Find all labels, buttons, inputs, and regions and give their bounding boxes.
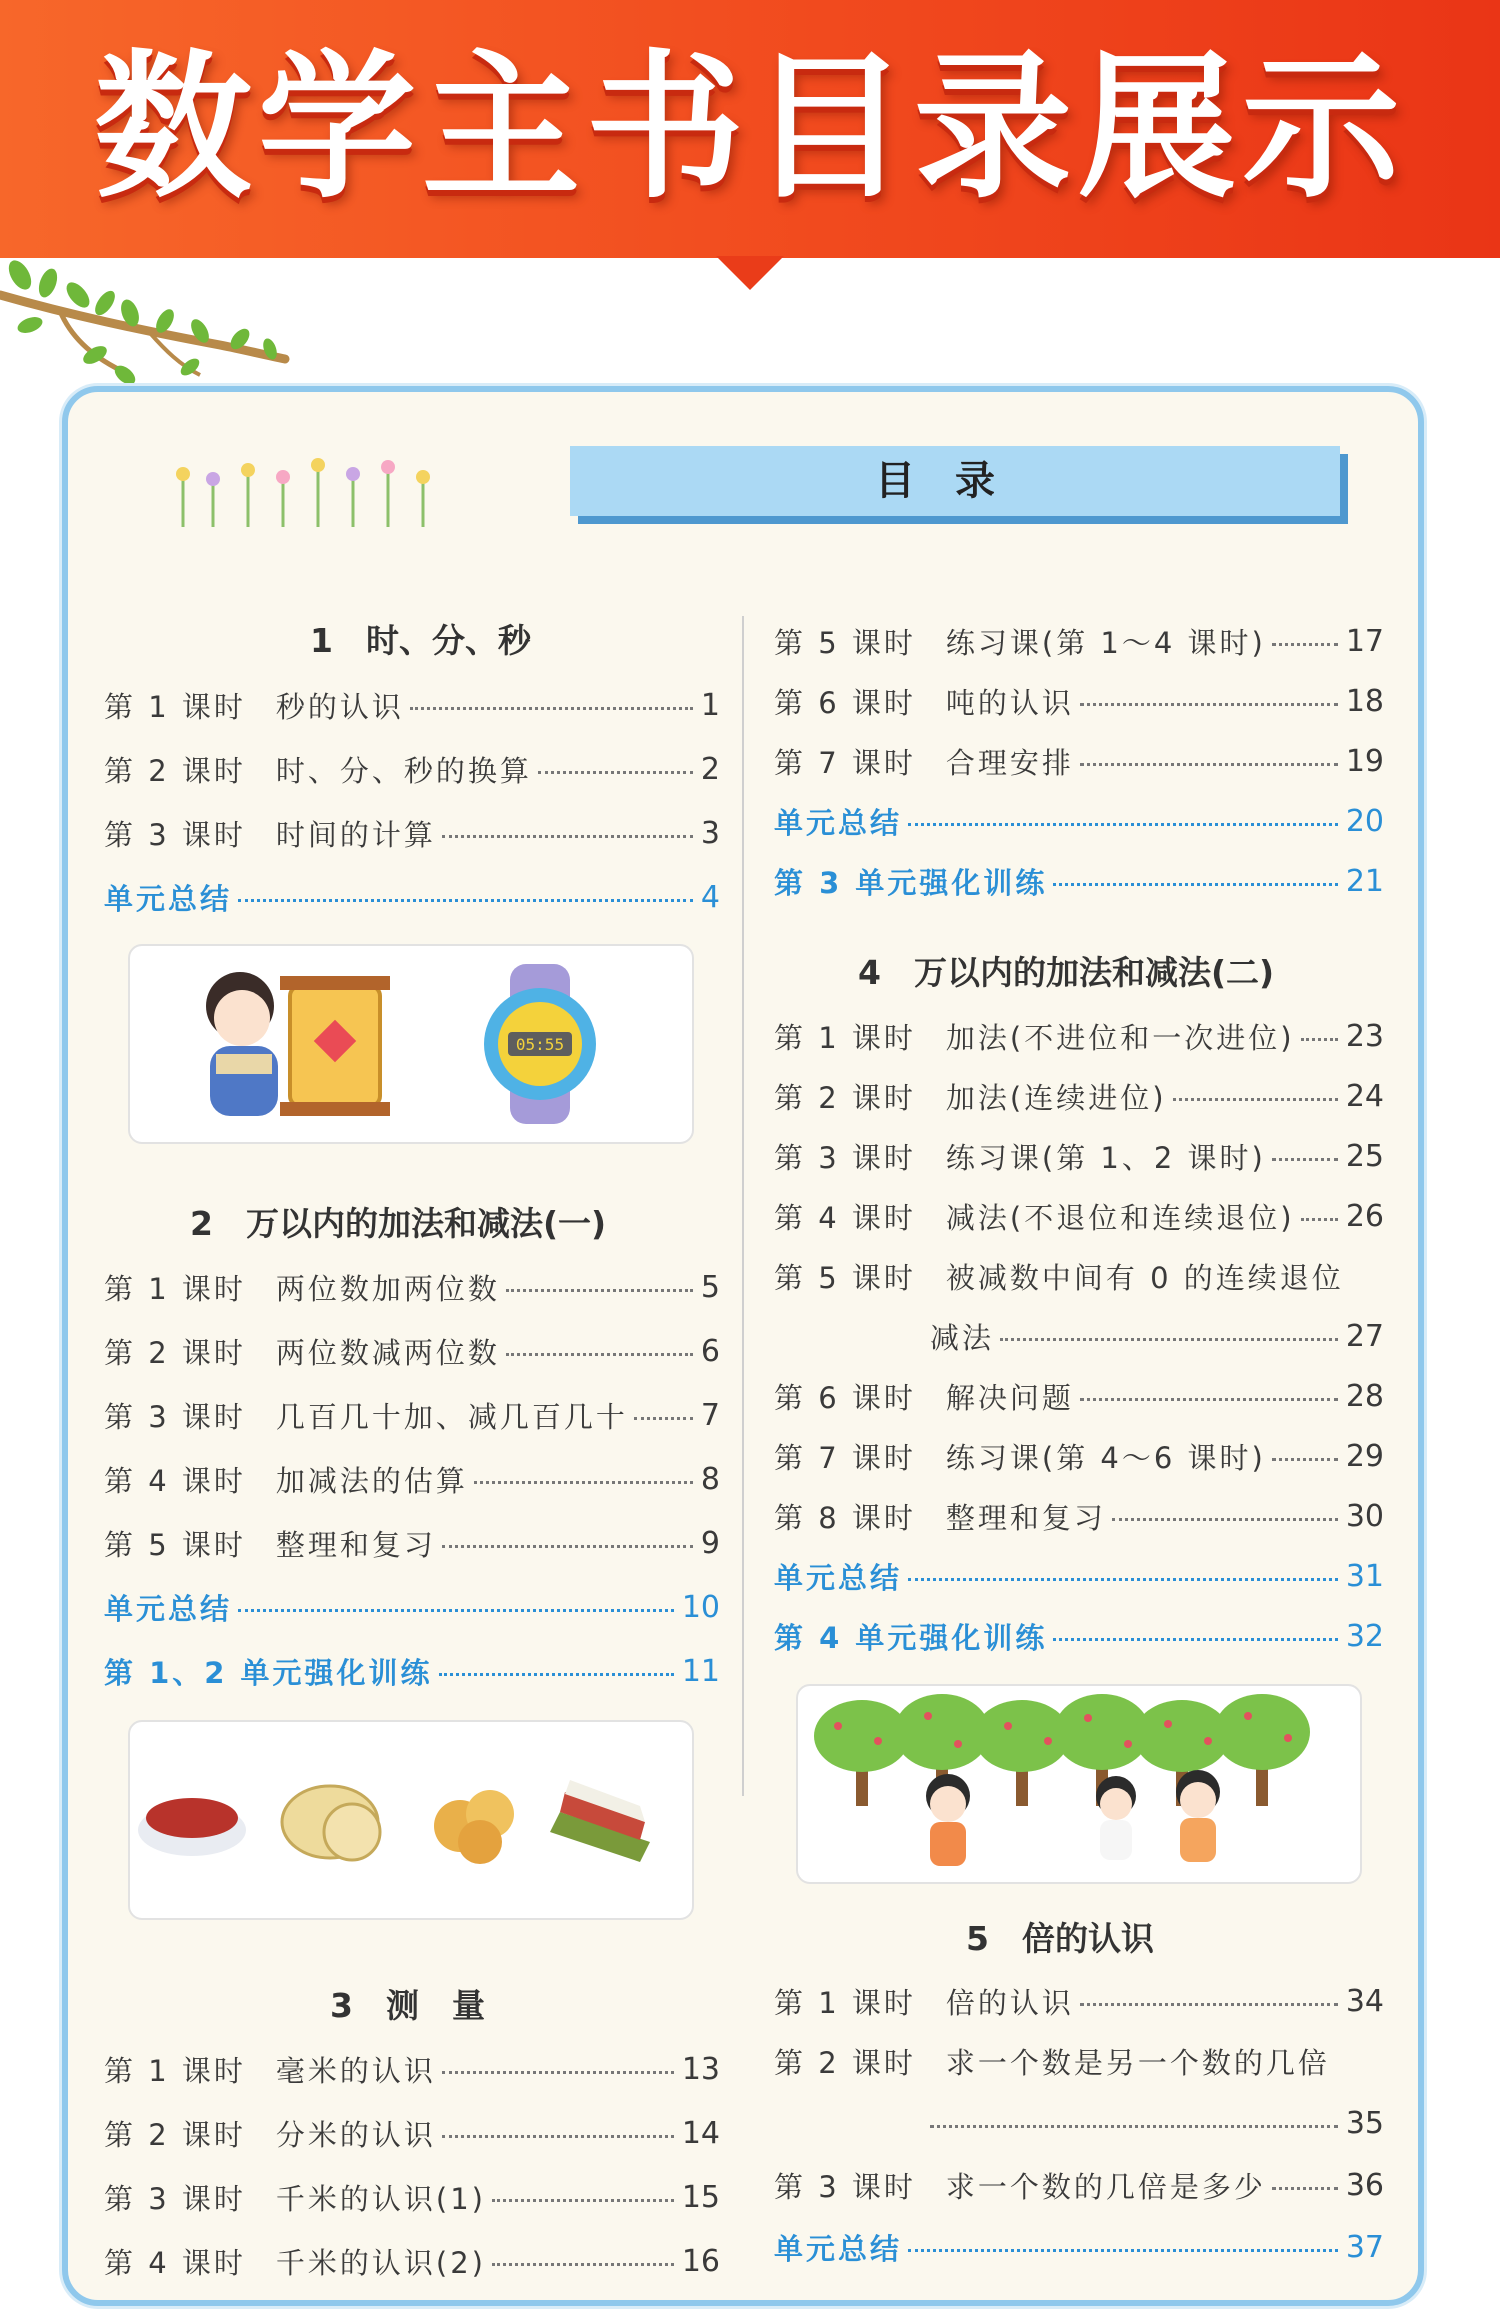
unit-title: 5 倍的认识 — [966, 1919, 1154, 1958]
page-number: 25 — [1345, 1138, 1384, 1174]
leader-dots — [506, 1353, 693, 1356]
toc-entry-line1[interactable] — [774, 1252, 1384, 1300]
unit-title: 1 时、分、秒 — [310, 621, 531, 660]
column-divider — [742, 616, 744, 1796]
page-number: 29 — [1345, 1438, 1384, 1474]
leader-dots — [442, 1545, 693, 1548]
leader-dots — [1272, 1458, 1338, 1461]
leader-dots — [1272, 643, 1338, 646]
lesson-title: 解决问题 — [945, 1380, 1074, 1415]
lesson-number: 第 3 课时 — [774, 2169, 916, 2204]
lesson-title: 练习课(第 4～6 课时) — [945, 1440, 1266, 1475]
page-number: 15 — [681, 2179, 720, 2215]
lesson-title: 千米的认识(1) — [275, 2181, 486, 2216]
trees-kids-image — [798, 1686, 1360, 1882]
toc-entry[interactable] — [104, 2173, 720, 2221]
page-number: 31 — [1345, 1558, 1384, 1594]
leader-dots — [1080, 763, 1338, 766]
toc-entry[interactable] — [774, 737, 1384, 785]
toc-entry[interactable] — [774, 1072, 1384, 1120]
leader-dots — [506, 1289, 693, 1292]
page-number: 17 — [1345, 623, 1384, 659]
entry-title: 单元总结 — [104, 881, 233, 916]
leader-dots — [1112, 1518, 1338, 1521]
lesson-title: 几百几十加、减几百几十 — [275, 1399, 628, 1434]
toc-entry[interactable] — [774, 1977, 1384, 2025]
page-number: 24 — [1345, 1078, 1384, 1114]
lesson-number: 第 5 课时 — [774, 625, 916, 660]
leader-dots — [238, 1609, 674, 1612]
watch-display-text: 05:55 — [515, 1035, 565, 1054]
leader-dots — [1080, 1398, 1338, 1401]
page-number: 10 — [681, 1589, 720, 1625]
lesson-number: 第 3 课时 — [104, 817, 246, 852]
leader-dots — [634, 1417, 693, 1420]
toc-entry[interactable] — [774, 1192, 1384, 1240]
leader-dots — [442, 2135, 674, 2138]
toc-entry[interactable] — [774, 1132, 1384, 1180]
toc-entry[interactable] — [104, 681, 720, 729]
top-banner — [0, 0, 1500, 258]
lesson-number: 第 5 课时 — [104, 1527, 246, 1562]
toc-entry-unit-training[interactable] — [104, 1647, 720, 1695]
entry-title: 第 4 单元强化训练 — [774, 1620, 1048, 1655]
toc-entry[interactable] — [774, 617, 1384, 665]
page-number: 37 — [1345, 2229, 1384, 2265]
page-number: 32 — [1345, 1618, 1384, 1654]
unit-title: 3 测 量 — [330, 1986, 485, 2025]
page-number: 3 — [700, 815, 720, 851]
leader-dots — [1173, 1098, 1338, 1101]
page-number: 11 — [681, 1653, 720, 1689]
toc-entry[interactable] — [104, 745, 720, 793]
lesson-number: 第 1 课时 — [104, 2053, 246, 2088]
lesson-number: 第 2 课时 — [774, 2045, 916, 2080]
leader-dots — [492, 2199, 674, 2202]
flowers-decoration — [168, 452, 448, 532]
page-number: 8 — [700, 1461, 720, 1497]
toc-entry[interactable] — [774, 1012, 1384, 1060]
toc-entry[interactable] — [104, 809, 720, 857]
lesson-number: 第 3 课时 — [104, 2181, 246, 2216]
lesson-title: 加法(不进位和一次进位) — [945, 1020, 1295, 1055]
leader-dots — [538, 771, 693, 774]
leader-dots — [1272, 2187, 1338, 2190]
leader-dots — [442, 835, 693, 838]
toc-entry-unit-training[interactable] — [774, 1612, 1384, 1660]
illustration-snacks — [128, 1720, 694, 1920]
toc-entry[interactable] — [104, 1263, 720, 1311]
entry-title: 单元总结 — [774, 805, 903, 840]
leader-dots — [1053, 883, 1337, 886]
page-number: 26 — [1345, 1198, 1384, 1234]
toc-entry-unit-summary[interactable] — [104, 1583, 720, 1631]
page-number: 7 — [700, 1397, 720, 1433]
leader-dots — [908, 1578, 1338, 1581]
toc-entry[interactable] — [774, 1492, 1384, 1540]
page-number: 28 — [1345, 1378, 1384, 1414]
watch-image — [460, 964, 620, 1124]
lesson-title: 秒的认识 — [275, 689, 404, 724]
toc-entry-unit-summary[interactable] — [774, 1552, 1384, 1600]
lesson-number: 第 2 课时 — [104, 1335, 246, 1370]
leader-dots — [1000, 1338, 1338, 1341]
lesson-number: 第 1 课时 — [774, 1985, 916, 2020]
page-number: 21 — [1345, 863, 1384, 899]
entry-title: 单元总结 — [774, 1560, 903, 1595]
lesson-number: 第 1 课时 — [104, 689, 246, 724]
page-number: 35 — [1345, 2105, 1384, 2141]
illustration-trees-kids — [796, 1684, 1362, 1884]
lesson-number: 第 1 课时 — [774, 1020, 916, 1055]
toc-entry[interactable] — [774, 677, 1384, 725]
toc-entry[interactable] — [774, 1372, 1384, 1420]
lesson-title: 毫米的认识 — [275, 2053, 436, 2088]
lesson-number: 第 8 课时 — [774, 1500, 916, 1535]
page-number: 30 — [1345, 1498, 1384, 1534]
page-number: 16 — [681, 2243, 720, 2279]
lesson-number: 第 4 课时 — [104, 1463, 246, 1498]
toc-entry-line2[interactable] — [930, 2099, 1384, 2147]
toc-entry-unit-training[interactable] — [774, 857, 1384, 905]
leader-dots — [908, 2249, 1338, 2252]
page-number: 20 — [1345, 803, 1384, 839]
unit-title: 4 万以内的加法和减法(二) — [858, 953, 1275, 992]
page-number: 4 — [700, 879, 720, 915]
toc-entry[interactable] — [104, 1455, 720, 1503]
lesson-number: 第 5 课时 — [774, 1260, 916, 1295]
leader-dots — [1080, 703, 1338, 706]
entry-title: 第 1、2 单元强化训练 — [104, 1655, 433, 1690]
toc-entry[interactable] — [104, 1391, 720, 1439]
toc-entry[interactable] — [104, 2109, 720, 2157]
page-number: 36 — [1345, 2167, 1384, 2203]
lesson-number: 第 3 课时 — [104, 1399, 246, 1434]
toc-entry[interactable] — [104, 1327, 720, 1375]
toc-entry[interactable] — [774, 2161, 1384, 2209]
lesson-title: 时间的计算 — [275, 817, 436, 852]
lesson-number: 第 3 课时 — [774, 1140, 916, 1175]
page-number: 34 — [1345, 1983, 1384, 2019]
lesson-title: 减法(不退位和连续退位) — [945, 1200, 1295, 1235]
page-number: 6 — [700, 1333, 720, 1369]
leader-dots — [442, 2071, 674, 2074]
leader-dots — [930, 2125, 1338, 2128]
leader-dots — [1080, 2003, 1338, 2006]
page-number: 23 — [1345, 1018, 1384, 1054]
leader-dots — [492, 2263, 674, 2266]
lesson-title: 求一个数是另一个数的几倍 — [945, 2045, 1330, 2080]
leader-dots — [1053, 1638, 1337, 1641]
lesson-title: 两位数减两位数 — [275, 1335, 500, 1370]
toc-entry-unit-summary[interactable] — [774, 797, 1384, 845]
lesson-number: 第 4 课时 — [774, 1200, 916, 1235]
leader-dots — [439, 1673, 674, 1676]
lesson-title: 分米的认识 — [275, 2117, 436, 2152]
page-number: 27 — [1345, 1318, 1384, 1354]
toc-entry[interactable] — [104, 2237, 720, 2285]
lesson-title: 练习课(第 1～4 课时) — [945, 625, 1266, 660]
toc-entry-line1[interactable] — [774, 2037, 1384, 2085]
lesson-title: 求一个数的几倍是多少 — [945, 2169, 1266, 2204]
lesson-number: 第 2 课时 — [774, 1080, 916, 1115]
lesson-title: 合理安排 — [945, 745, 1074, 780]
lesson-title: 被减数中间有 0 的连续退位 — [945, 1260, 1344, 1295]
lesson-number: 第 4 课时 — [104, 2245, 246, 2280]
lesson-number: 第 1 课时 — [104, 1271, 246, 1306]
lesson-title: 整理和复习 — [275, 1527, 436, 1562]
page-number: 2 — [700, 751, 720, 787]
page-number: 18 — [1345, 683, 1384, 719]
lesson-title: 练习课(第 1、2 课时) — [945, 1140, 1266, 1175]
illustration-lantern-watch — [128, 944, 694, 1144]
page-number: 1 — [700, 687, 720, 723]
page-number: 13 — [681, 2051, 720, 2087]
entry-title: 单元总结 — [104, 1591, 233, 1626]
lesson-number: 第 7 课时 — [774, 1440, 916, 1475]
snacks-image — [130, 1722, 692, 1918]
leader-dots — [1301, 1038, 1338, 1041]
lesson-title-continued: 减法 — [930, 1320, 995, 1355]
lesson-title: 千米的认识(2) — [275, 2245, 486, 2280]
branch-decoration — [0, 255, 290, 395]
banner-notch — [716, 256, 784, 290]
page-number: 9 — [700, 1525, 720, 1561]
lesson-title: 加法(连续进位) — [945, 1080, 1167, 1115]
toc-heading: 目录 — [570, 446, 1340, 516]
toc-entry-line2[interactable] — [930, 1312, 1384, 1360]
leader-dots — [1301, 1218, 1338, 1221]
leader-dots — [238, 899, 693, 902]
lesson-title: 时、分、秒的换算 — [275, 753, 532, 788]
lesson-title: 吨的认识 — [945, 685, 1074, 720]
lesson-number: 第 6 课时 — [774, 685, 916, 720]
toc-entry-unit-summary[interactable] — [774, 2223, 1384, 2271]
page-number: 14 — [681, 2115, 720, 2151]
lesson-number: 第 6 课时 — [774, 1380, 916, 1415]
lesson-title: 两位数加两位数 — [275, 1271, 500, 1306]
entry-title: 单元总结 — [774, 2231, 903, 2266]
leader-dots — [474, 1481, 693, 1484]
page-number: 19 — [1345, 743, 1384, 779]
leader-dots — [908, 823, 1338, 826]
leader-dots — [1272, 1158, 1338, 1161]
page-number: 5 — [700, 1269, 720, 1305]
unit-title: 2 万以内的加法和减法(一) — [190, 1204, 607, 1243]
lesson-title: 倍的认识 — [945, 1985, 1074, 2020]
leader-dots — [410, 707, 693, 710]
lesson-title: 整理和复习 — [945, 1500, 1106, 1535]
lesson-number: 第 2 课时 — [104, 2117, 246, 2152]
lesson-number: 第 2 课时 — [104, 753, 246, 788]
lesson-title: 加减法的估算 — [275, 1463, 468, 1498]
lesson-number: 第 7 课时 — [774, 745, 916, 780]
toc-entry[interactable] — [774, 1432, 1384, 1480]
toc-entry-unit-summary[interactable] — [104, 873, 720, 921]
toc-entry[interactable] — [104, 1519, 720, 1567]
entry-title: 第 3 单元强化训练 — [774, 865, 1048, 900]
banner-title: 数学主书目录展示 — [94, 36, 1406, 220]
toc-entry[interactable] — [104, 2045, 720, 2093]
